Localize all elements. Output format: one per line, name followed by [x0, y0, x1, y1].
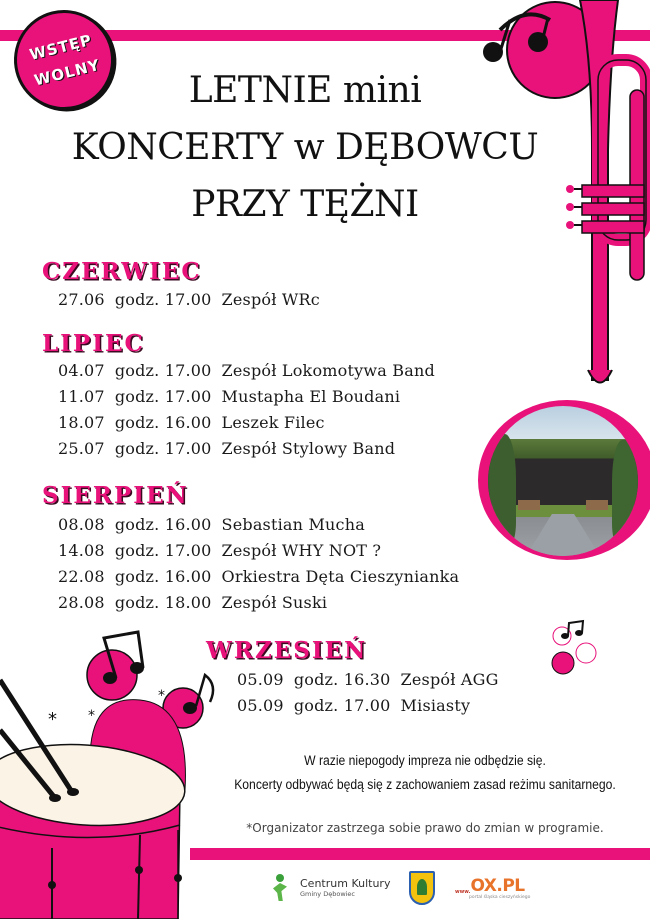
event-time: godz. 17.00 [114, 290, 212, 309]
title-line-1: LETNIE mini [188, 70, 422, 111]
event-row [58, 567, 459, 586]
event-date: 28.08 [58, 593, 105, 612]
organizer-footnote: *Organizator zastrzega sobie prawo do zmian w programie. [246, 821, 604, 835]
ox-prefix: www. [455, 889, 471, 895]
bottom-accent-bar [190, 848, 650, 860]
ox-pl-logo [455, 876, 530, 900]
badge-line-1: WSTĘP [27, 30, 94, 64]
centrum-kultury-logo [270, 874, 390, 902]
event-time: godz. 17.00 [114, 361, 212, 380]
centrum-kultury-subtitle: Gminy Dębowiec [300, 890, 356, 898]
svg-text:*: * [48, 709, 57, 730]
ox-name: OX.PL [470, 876, 525, 896]
event-date: 22.08 [58, 567, 105, 586]
weather-notice: W razie niepogody impreza nie odbędzie się. [304, 753, 546, 768]
event-time: godz. 17.00 [114, 439, 212, 458]
event-time: godz. 16.00 [114, 567, 212, 586]
event-row [237, 696, 470, 715]
event-time: godz. 16.30 [293, 670, 391, 689]
centrum-kultury-name: Centrum Kultury [300, 877, 391, 890]
event-time: godz. 16.00 [114, 413, 212, 432]
event-row [58, 439, 395, 458]
event-row [58, 593, 327, 612]
page-title [0, 62, 610, 233]
sanitary-notice: Koncerty odbywać będą się z zachowaniem zasad reżimu sanitarnego. [234, 777, 616, 792]
event-performer: Zespół WRc [221, 290, 320, 309]
graduation-tower-photo [478, 400, 650, 560]
event-time: godz. 16.00 [114, 515, 212, 534]
event-date: 11.07 [58, 387, 105, 406]
event-date: 05.09 [237, 670, 284, 689]
gmina-coat-of-arms-icon [409, 871, 435, 905]
month-heading-lipiec: LIPIEC [42, 330, 145, 357]
event-performer: Zespół Lokomotywa Band [221, 361, 435, 380]
title-line-3: PRZY TĘŻNI [191, 184, 419, 225]
sponsor-logos [0, 866, 650, 916]
event-performer: Misiasty [400, 696, 471, 715]
event-time: godz. 18.00 [114, 593, 212, 612]
event-row [58, 361, 435, 380]
title-line-2: KONCERTY w DĘBOWCU [71, 127, 539, 168]
badge-line-2: WOLNY [32, 55, 102, 90]
event-row [58, 541, 381, 560]
month-heading-sierpien: SIERPIEŃ [42, 482, 189, 509]
event-row [58, 387, 400, 406]
event-row [237, 670, 499, 689]
event-time: godz. 17.00 [114, 387, 212, 406]
person-figure-icon [270, 874, 292, 902]
month-heading-czerwiec: CZERWIEC [42, 258, 202, 285]
event-performer: Mustapha El Boudani [221, 387, 401, 406]
event-row [58, 515, 365, 534]
event-date: 14.08 [58, 541, 105, 560]
event-time: godz. 17.00 [114, 541, 212, 560]
svg-text:*: * [158, 688, 165, 704]
event-performer: Zespół Stylowy Band [221, 439, 396, 458]
event-performer: Zespół Suski [221, 593, 328, 612]
event-date: 25.07 [58, 439, 105, 458]
event-date: 08.08 [58, 515, 105, 534]
event-date: 04.07 [58, 361, 105, 380]
event-row [58, 413, 325, 432]
event-row [58, 290, 320, 309]
event-performer: Zespół AGG [400, 670, 499, 689]
event-performer: Sebastian Mucha [221, 515, 365, 534]
event-date: 05.09 [237, 696, 284, 715]
ox-subtitle: portal śląska cieszyńskiego [469, 895, 531, 900]
event-time: godz. 17.00 [293, 696, 391, 715]
month-heading-wrzesien: WRZESIEŃ [206, 637, 368, 664]
music-notes-icon [550, 620, 610, 680]
event-performer: Orkiestra Dęta Cieszynianka [221, 567, 460, 586]
event-date: 27.06 [58, 290, 105, 309]
event-date: 18.07 [58, 413, 105, 432]
event-performer: Leszek Filec [221, 413, 325, 432]
svg-text:*: * [88, 708, 95, 724]
event-performer: Zespół WHY NOT ? [221, 541, 382, 560]
